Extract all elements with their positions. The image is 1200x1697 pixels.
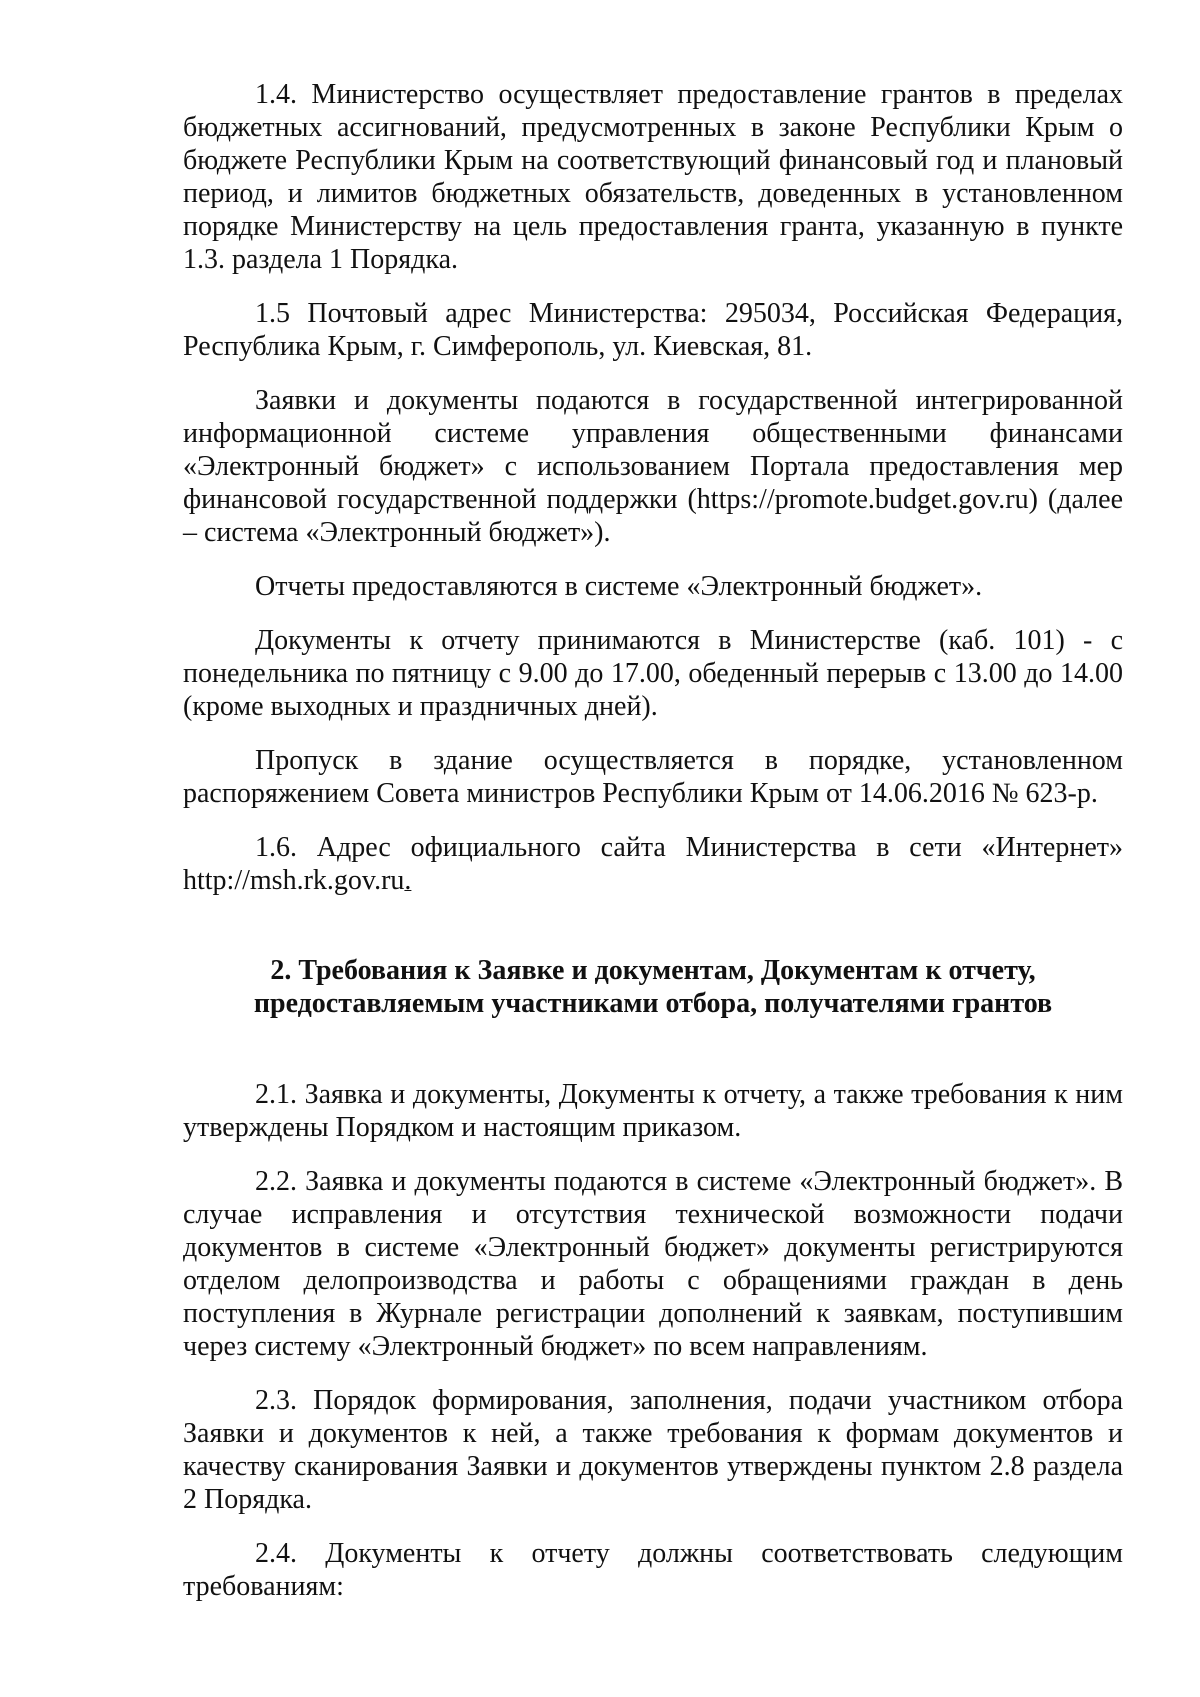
website-url[interactable]: http://msh.rk.gov.ru — [183, 865, 405, 896]
paragraph-2-1: 2.1. Заявка и документы, Документы к отчету, а также требования к ним утверждены Порядком и настоящим приказом. — [183, 1079, 1123, 1143]
paragraph-applications: Заявки и документы подаются в государственной интегрированной информационной системе управления общественными финансами «Электронный бюджет» с использованием Портала предоставления мер финансовой государственной поддержки (https://promote.budget.gov.ru) (далее – система «Электронный бюджет»). — [183, 385, 1123, 548]
paragraph-2-2: 2.2. Заявка и документы подаются в системе «Электронный бюджет». В случае исправления и отсутствия технической возможности подачи документов в системе «Электронный бюджет» документы регистрируются отделом делопроизводства и работы с обращениями граждан в день поступления в Журнале регистрации дополнений к заявкам, поступившим через систему «Электронный бюджет» по всем направлениям. — [183, 1166, 1123, 1362]
website-url-end: . — [404, 865, 412, 896]
paragraph-reports: Отчеты предоставляются в системе «Электронный бюджет». — [255, 571, 983, 602]
paragraph-1-6-website — [183, 831, 1123, 897]
paragraph-1-4: 1.4. Министерство осуществляет предоставление грантов в пределах бюджетных ассигнований, предусмотренных в законе Республики Крым о бюджете Республики Крым на соответствующий финансовый год и плановый период, и лимитов бюджетных обязательств, доведенных в установленном порядке Министерству на цель предоставления гранта, указанную в пункте 1.3. раздела 1 Порядка. — [183, 79, 1123, 275]
paragraph-2-3: 2.3. Порядок формирования, заполнения, подачи участником отбора Заявки и документов к ней, а также требования к формам документов и качеству сканирования Заявки и документов утверждены пунктом 2.8 раздела 2 Порядка. — [183, 1385, 1123, 1515]
website-link[interactable] — [183, 865, 411, 896]
paragraph-documents-schedule: Документы к отчету принимаются в Министерстве (каб. 101) - с понедельника по пятницу с 9.00 до 17.00, обеденный перерыв с 13.00 до 14.00 (кроме выходных и праздничных дней). — [183, 625, 1123, 722]
paragraph-1-5-postal-address: 1.5 Почтовый адрес Министерства: 295034, Российская Федерация, Республика Крым, г. Симферополь, ул. Киевская, 81. — [183, 298, 1123, 362]
section-2-heading-line-2: предоставляемым участниками отбора, получателями грантов — [253, 988, 1053, 1019]
section-2-heading — [183, 954, 1123, 1020]
paragraph-2-4: 2.4. Документы к отчету должны соответствовать следующим требованиям: — [183, 1538, 1123, 1602]
website-label: 1.6. Адрес официального сайта Министерства в сети «Интернет» — [255, 832, 1123, 863]
section-2-heading-line-1: 2. Требования к Заявке и документам, Документам к отчету, — [270, 955, 1036, 986]
document-page — [183, 78, 1123, 1624]
paragraph-building-pass: Пропуск в здание осуществляется в порядке, установленном распоряжением Совета министров Республики Крым от 14.06.2016 № 623-р. — [183, 745, 1123, 809]
